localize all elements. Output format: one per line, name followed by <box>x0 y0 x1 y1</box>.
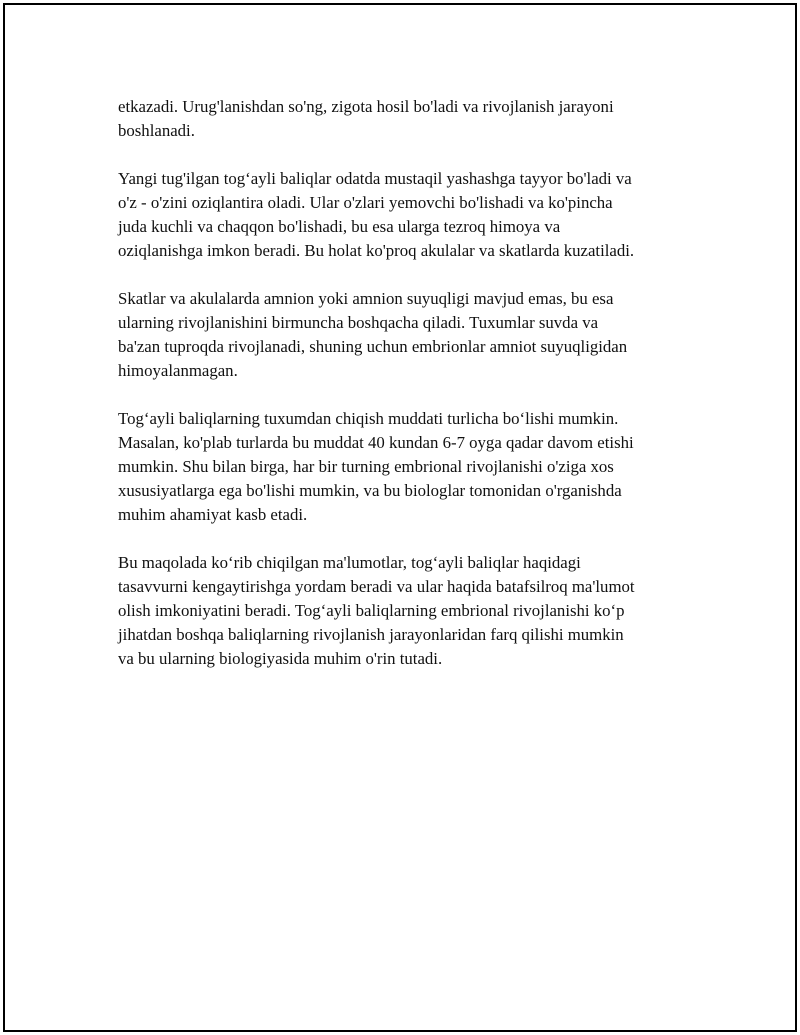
document-body <box>118 95 698 695</box>
paragraph-line: ba'zan tuproqda rivojlanadi, shuning uchun embrionlar amniot suyuqligidan <box>118 337 628 356</box>
paragraph-line: tasavvurni kengaytirishga yordam beradi va ular haqida batafsilroq ma'lumot <box>118 577 635 596</box>
paragraph-1 <box>118 95 698 143</box>
paragraph-line: muhim ahamiyat kasb etadi. <box>118 505 308 524</box>
paragraph-line: Masalan, ko'plab turlarda bu muddat 40 kundan 6-7 oyga qadar davom etishi <box>118 433 634 452</box>
paragraph-2 <box>118 167 698 263</box>
paragraph-4 <box>118 407 698 527</box>
paragraph-line: ularning rivojlanishini birmuncha boshqacha qiladi. Tuxumlar suvda va <box>118 313 599 332</box>
paragraph-line: olish imkoniyatini beradi. Tog‘ayli baliqlarning embrional rivojlanishi ko‘p <box>118 601 625 620</box>
paragraph-line: Yangi tug'ilgan tog‘ayli baliqlar odatda mustaqil yashashga tayyor bo'ladi va <box>118 169 632 188</box>
paragraph-5 <box>118 551 698 671</box>
paragraph-line: va bu ularning biologiyasida muhim o'rin tutadi. <box>118 649 443 668</box>
paragraph-3 <box>118 287 698 383</box>
paragraph-line: Tog‘ayli baliqlarning tuxumdan chiqish muddati turlicha bo‘lishi mumkin. <box>118 409 619 428</box>
paragraph-line: mumkin. Shu bilan birga, har bir turning embrional rivojlanishi o'ziga xos <box>118 457 614 476</box>
paragraph-line: o'z - o'zini oziqlantira oladi. Ular o'zlari yemovchi bo'lishadi va ko'pincha <box>118 193 613 212</box>
paragraph-line: boshlanadi. <box>118 121 195 140</box>
paragraph-line: juda kuchli va chaqqon bo'lishadi, bu esa ularga tezroq himoya va <box>118 217 561 236</box>
paragraph-line: Bu maqolada ko‘rib chiqilgan ma'lumotlar, tog‘ayli baliqlar haqidagi <box>118 553 581 572</box>
paragraph-line: Skatlar va akulalarda amnion yoki amnion suyuqligi mavjud emas, bu esa <box>118 289 614 308</box>
paragraph-line: jihatdan boshqa baliqlarning rivojlanish jarayonlaridan farq qilishi mumkin <box>118 625 624 644</box>
paragraph-line: xususiyatlarga ega bo'lishi mumkin, va bu biologlar tomonidan o'rganishda <box>118 481 622 500</box>
paragraph-line: oziqlanishga imkon beradi. Bu holat ko'proq akulalar va skatlarda kuzatiladi. <box>118 241 635 260</box>
paragraph-line: etkazadi. Urug'lanishdan so'ng, zigota hosil bo'ladi va rivojlanish jarayoni <box>118 97 614 116</box>
paragraph-line: himoyalanmagan. <box>118 361 238 380</box>
